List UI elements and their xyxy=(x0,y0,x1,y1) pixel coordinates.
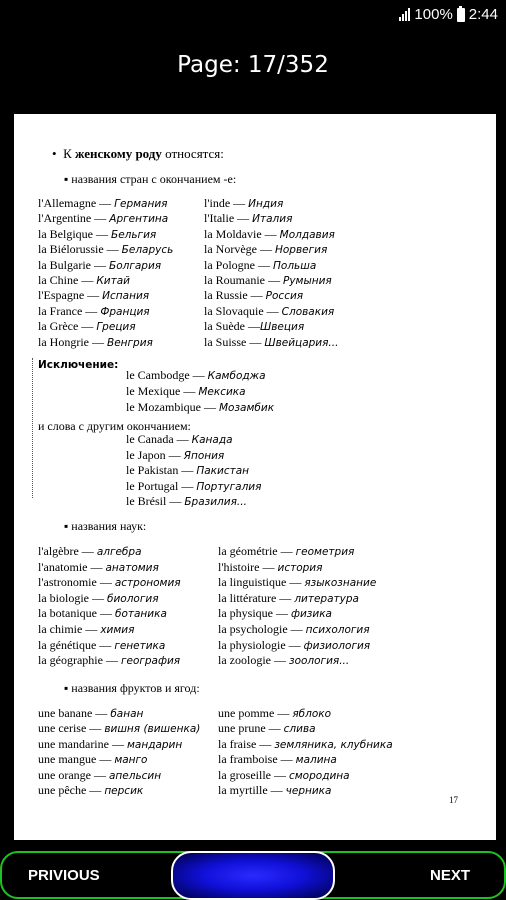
list-item xyxy=(218,591,359,607)
list-item xyxy=(204,258,316,274)
french-term: le Japon — xyxy=(126,447,184,462)
french-term: l'anatomie — xyxy=(38,559,106,574)
russian-translation: Камбоджа xyxy=(207,370,266,382)
french-term: la linguistique — xyxy=(218,575,305,590)
list-item xyxy=(38,560,159,576)
battery-icon xyxy=(457,8,465,22)
russian-translation: яблоко xyxy=(292,708,332,720)
list-item xyxy=(38,544,142,560)
russian-translation: смородина xyxy=(288,769,350,782)
list-item xyxy=(126,479,261,495)
russian-translation: Япония xyxy=(183,449,225,462)
french-term: le Cambodge — xyxy=(126,368,208,382)
french-term: la Roumanie — xyxy=(204,273,283,287)
list-item xyxy=(218,721,316,737)
russian-translation: Испания xyxy=(102,290,150,303)
russian-translation: земляника, клубника xyxy=(274,738,393,751)
bottom-nav-bar xyxy=(0,851,506,900)
square-bullet-icon: ▪ xyxy=(64,681,69,695)
french-term: la Suède — xyxy=(204,319,260,334)
list-item xyxy=(38,288,149,304)
russian-translation: Россия xyxy=(265,290,304,303)
russian-translation: банан xyxy=(110,708,144,720)
russian-translation: алгебра xyxy=(96,546,142,558)
list-item xyxy=(218,737,393,753)
russian-translation: Пакистан xyxy=(196,465,250,478)
square-bullet-icon: ▪ xyxy=(64,172,69,186)
russian-translation: Франция xyxy=(100,305,150,318)
list-item xyxy=(38,575,181,591)
russian-translation: Аргентина xyxy=(109,213,169,226)
french-term: la Moldavie — xyxy=(204,226,280,241)
list-item xyxy=(218,638,370,654)
list-item xyxy=(38,622,134,638)
french-term: le Canada — xyxy=(126,432,192,446)
russian-translation: Венгрия xyxy=(106,336,153,349)
list-item xyxy=(38,752,147,768)
french-term: la littérature — xyxy=(218,590,295,605)
french-term: la fraise — xyxy=(218,736,275,751)
russian-translation: Польша xyxy=(273,259,317,272)
french-term: la psychologie — xyxy=(218,622,306,636)
exception-label: Исключение: xyxy=(38,359,119,371)
russian-translation: черника xyxy=(285,785,332,797)
russian-translation: Индия xyxy=(248,198,284,210)
french-term: la Suisse — xyxy=(204,334,265,349)
clock: 2:44 xyxy=(468,6,498,23)
list-item xyxy=(38,273,130,289)
list-item xyxy=(38,258,161,274)
list-item xyxy=(126,384,246,400)
center-button[interactable] xyxy=(171,851,335,900)
list-item xyxy=(38,242,173,258)
french-term: la myrtille — xyxy=(218,783,286,797)
french-term: l'algèbre — xyxy=(38,544,97,558)
list-item xyxy=(38,783,143,799)
status-bar xyxy=(0,0,506,30)
french-term: l'astronomie — xyxy=(38,575,115,590)
countries-heading xyxy=(64,172,236,187)
list-item xyxy=(38,653,180,669)
fruits-heading-text: названия фруктов и ягод: xyxy=(71,681,200,695)
french-term: la groseille — xyxy=(218,767,289,782)
french-term: la Russie — xyxy=(204,288,266,303)
battery-percent: 100% xyxy=(414,6,453,23)
russian-translation: астрономия xyxy=(114,577,181,590)
book-page[interactable] xyxy=(14,114,496,840)
list-item xyxy=(126,494,247,510)
russian-translation: малина xyxy=(295,754,337,767)
list-item xyxy=(38,737,182,753)
french-term: la Biélorussie — xyxy=(38,242,122,257)
list-item xyxy=(204,211,292,227)
russian-translation: психология xyxy=(305,624,370,636)
list-item xyxy=(38,638,165,654)
list-item xyxy=(38,768,161,784)
russian-translation: физика xyxy=(291,608,332,621)
russian-translation: Швейцария... xyxy=(264,336,339,349)
french-term: la biologie — xyxy=(38,590,107,605)
russian-translation: физиология xyxy=(303,639,371,652)
french-term: la Slovaquie — xyxy=(204,303,282,318)
russian-translation: манго xyxy=(114,754,148,767)
intro-bold: женскому роду xyxy=(74,146,162,161)
russian-translation: Мексика xyxy=(198,386,246,398)
russian-translation: Норвегия xyxy=(274,244,328,257)
list-item xyxy=(126,463,249,479)
french-term: une pomme — xyxy=(218,706,293,720)
list-item xyxy=(38,211,168,227)
french-term: l'Espagne — xyxy=(38,288,103,303)
french-term: la Grèce — xyxy=(38,319,97,334)
list-item xyxy=(38,304,150,320)
list-item xyxy=(126,400,274,416)
list-item xyxy=(38,721,200,737)
french-term: l'histoire — xyxy=(218,559,278,574)
list-item xyxy=(218,575,376,591)
french-term: la Belgique — xyxy=(38,226,111,241)
french-term: la physique — xyxy=(218,606,291,621)
list-item xyxy=(38,591,159,607)
list-item xyxy=(204,227,335,243)
list-item xyxy=(38,335,153,351)
status-indicators xyxy=(399,6,498,23)
french-term: une mangue — xyxy=(38,752,115,767)
russian-translation: химия xyxy=(100,624,135,636)
french-term: la France — xyxy=(38,303,101,318)
french-term: une mandarine — xyxy=(38,736,127,751)
russian-translation: Италия xyxy=(252,213,293,226)
list-item xyxy=(218,752,337,768)
list-item xyxy=(38,196,168,212)
french-term: une cerise — xyxy=(38,721,105,736)
french-term: une orange — xyxy=(38,767,109,782)
russian-translation: Молдавия xyxy=(279,228,335,241)
russian-translation: Германия xyxy=(114,198,168,210)
russian-translation: Португалия xyxy=(196,480,262,493)
french-term: la génétique — xyxy=(38,637,115,652)
russian-translation: генетика xyxy=(114,639,166,652)
intro-line xyxy=(52,146,224,161)
russian-translation: Румыния xyxy=(282,275,332,287)
list-item xyxy=(218,560,322,576)
list-item xyxy=(204,196,283,212)
russian-translation: вишня (вишенка) xyxy=(104,723,201,736)
russian-translation: Греция xyxy=(96,321,136,334)
signal-icon xyxy=(399,8,410,21)
french-term: l'Argentine — xyxy=(38,211,110,226)
french-term: la Chine — xyxy=(38,273,97,287)
russian-translation: Словакия xyxy=(281,305,335,318)
countries-heading-text: названия стран с окончанием -e: xyxy=(71,172,237,186)
list-item xyxy=(218,706,331,722)
russian-translation: Бельгия xyxy=(110,228,157,241)
list-item xyxy=(218,783,331,799)
russian-translation: зоология... xyxy=(288,655,350,668)
french-term: la géographie — xyxy=(38,653,121,668)
russian-translation: слива xyxy=(283,723,316,736)
list-item xyxy=(218,653,349,669)
other-endings-label: и слова с другим окончанием: xyxy=(38,419,191,433)
french-term: la géométrie — xyxy=(218,544,296,558)
russian-translation: биология xyxy=(107,592,159,605)
russian-translation: Бразилия... xyxy=(184,496,247,509)
fruits-heading xyxy=(64,681,200,696)
french-term: la Pologne — xyxy=(204,257,273,272)
margin-rule xyxy=(32,358,33,498)
list-item xyxy=(126,448,224,464)
russian-translation: Канада xyxy=(191,434,233,446)
russian-translation: мандарин xyxy=(126,738,183,751)
french-term: la botanique — xyxy=(38,606,115,621)
russian-translation: геометрия xyxy=(295,546,355,558)
french-term: le Portugal — xyxy=(126,478,197,493)
french-term: le Mozambique — xyxy=(126,400,219,414)
russian-translation: география xyxy=(120,655,181,668)
french-term: une pêche — xyxy=(38,783,105,797)
list-item xyxy=(218,622,370,638)
russian-translation: история xyxy=(277,561,323,574)
russian-translation: Китай xyxy=(96,275,130,287)
french-term: le Pakistan — xyxy=(126,463,197,478)
french-term: une prune — xyxy=(218,721,284,736)
previous-button[interactable]: PRIVIOUS xyxy=(0,851,220,899)
french-term: la Bulgarie — xyxy=(38,257,109,272)
russian-translation: литература xyxy=(294,592,359,605)
sciences-heading-text: названия наук: xyxy=(71,519,147,533)
next-button[interactable]: NEXT xyxy=(286,851,506,899)
list-item xyxy=(38,606,167,622)
page-indicator: Page: 17/352 xyxy=(177,52,329,78)
russian-translation: Мозамбик xyxy=(218,402,275,414)
french-term: la Norvège — xyxy=(204,242,275,257)
french-term: la Hongrie — xyxy=(38,334,107,349)
list-item xyxy=(204,242,327,258)
list-item xyxy=(218,544,354,560)
french-term: la framboise — xyxy=(218,752,296,767)
list-item xyxy=(204,304,334,320)
list-item xyxy=(204,273,332,289)
bullet-icon: • xyxy=(52,146,57,161)
russian-translation: Беларусь xyxy=(121,244,174,257)
french-term: une banane — xyxy=(38,706,111,720)
russian-translation: персик xyxy=(104,785,144,797)
list-item xyxy=(38,706,143,722)
french-term: le Brésil — xyxy=(126,494,185,509)
list-item xyxy=(204,319,304,335)
list-item xyxy=(38,319,136,335)
list-item xyxy=(218,606,332,622)
intro-prefix: К xyxy=(63,146,75,161)
french-term: la zoologie — xyxy=(218,653,289,668)
french-term: l'inde — xyxy=(204,196,249,210)
russian-translation: апельсин xyxy=(108,769,162,782)
page-number: 17 xyxy=(449,795,458,805)
list-item xyxy=(218,768,350,784)
russian-translation: Болгария xyxy=(108,259,162,272)
square-bullet-icon: ▪ xyxy=(64,519,69,533)
russian-translation: Швеция xyxy=(260,321,305,334)
french-term: l'Allemagne — xyxy=(38,196,115,210)
list-item xyxy=(126,368,266,384)
russian-translation: ботаника xyxy=(114,608,167,621)
sciences-heading xyxy=(64,519,146,534)
french-term: la chimie — xyxy=(38,622,101,636)
intro-suffix: относятся: xyxy=(161,146,224,161)
list-item xyxy=(38,227,156,243)
list-item xyxy=(204,335,338,351)
french-term: le Mexique — xyxy=(126,384,199,398)
list-item xyxy=(126,432,233,448)
french-term: l'Italie — xyxy=(204,211,253,226)
list-item xyxy=(204,288,303,304)
russian-translation: анатомия xyxy=(105,561,159,574)
french-term: la physiologie — xyxy=(218,637,304,652)
russian-translation: языкознание xyxy=(304,577,377,590)
